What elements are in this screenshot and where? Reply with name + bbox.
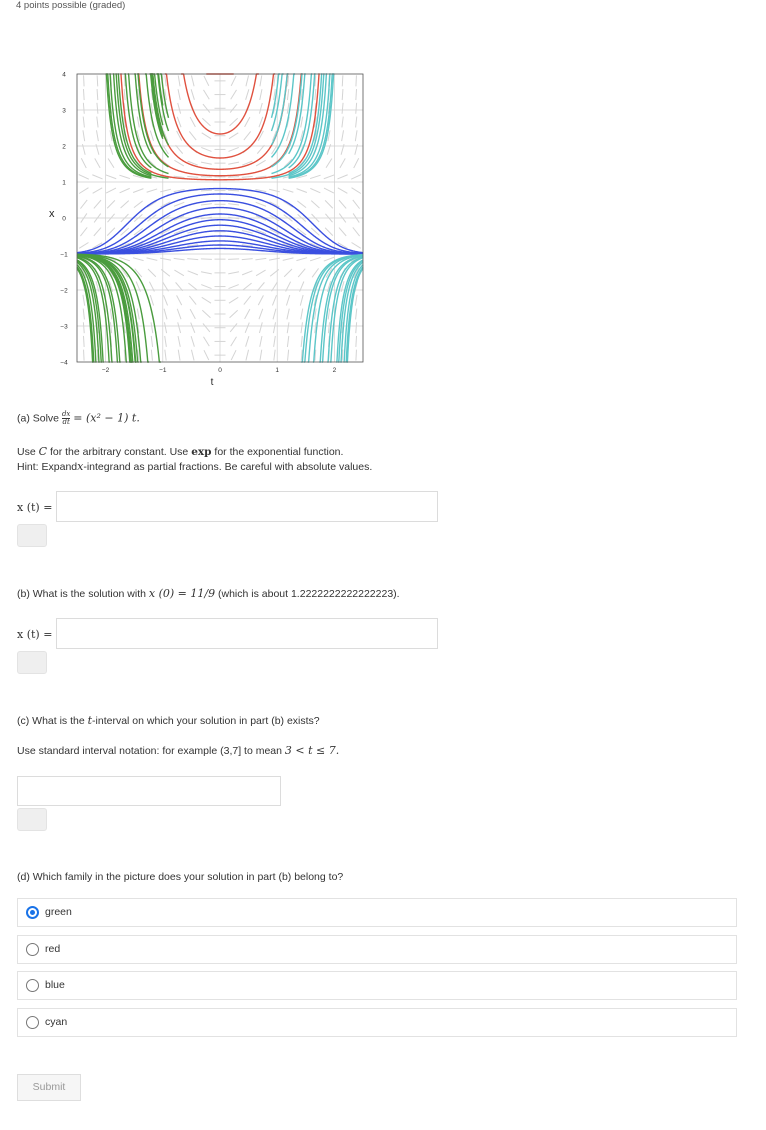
- slope-segment: [201, 285, 211, 289]
- x-axis-label: t: [210, 377, 214, 388]
- slope-segment: [176, 282, 183, 290]
- slope-segment: [164, 322, 166, 333]
- slope-segment: [150, 295, 153, 305]
- slope-segment: [79, 243, 88, 249]
- part-b-question: (b) What is the solution with x (0) = 11/9 (which is about 1.2222222222222223).: [17, 587, 400, 600]
- slope-segment: [83, 295, 85, 306]
- slope-segment: [203, 323, 210, 332]
- slope-segment: [147, 258, 158, 260]
- slope-segment: [297, 201, 306, 208]
- slope-segment: [228, 177, 239, 178]
- part-c-instructions: Use standard interval notation: for example (3,7] to mean 3 < t ≤ 7.: [17, 744, 340, 757]
- slope-segment: [244, 131, 251, 140]
- slope-segment: [311, 201, 319, 208]
- slope-segment: [228, 259, 239, 260]
- slope-segment: [177, 295, 182, 305]
- slope-segment: [187, 176, 198, 177]
- slope-segment: [288, 350, 289, 361]
- slope-segment: [178, 336, 180, 347]
- slope-segment: [84, 350, 85, 361]
- slope-segment: [160, 258, 171, 260]
- option-red-label: red: [45, 943, 61, 955]
- slope-segment: [324, 188, 334, 193]
- slope-segment: [191, 350, 194, 361]
- slope-segment: [174, 270, 183, 276]
- option-green[interactable]: [17, 898, 737, 927]
- slope-segment: [274, 336, 276, 347]
- slope-segment: [260, 336, 262, 347]
- slope-segment: [296, 258, 307, 261]
- slope-segment: [353, 200, 360, 209]
- slope-segment: [191, 323, 195, 333]
- slope-segment: [342, 350, 343, 361]
- y-tick-label: 4: [62, 71, 66, 79]
- slope-segment: [188, 271, 198, 275]
- slope-segment: [164, 295, 168, 305]
- slope-segment: [257, 282, 264, 290]
- slope-segment: [81, 158, 86, 168]
- slope-segment: [96, 130, 98, 141]
- slope-segment: [274, 350, 275, 361]
- part-a-check-button[interactable]: [17, 524, 47, 547]
- slope-segment: [83, 130, 85, 141]
- x-tick-label: 0: [218, 367, 222, 374]
- slope-segment: [201, 147, 211, 151]
- slope-segment: [324, 175, 334, 179]
- slope-segment: [177, 309, 181, 319]
- slope-segment: [80, 200, 87, 209]
- slope-segment: [246, 76, 249, 87]
- part-c-check-button[interactable]: [17, 808, 47, 831]
- slope-segment: [338, 188, 348, 193]
- slope-segment: [108, 158, 114, 167]
- slope-segment: [356, 336, 357, 347]
- slope-segment: [229, 147, 239, 151]
- slope-segment: [147, 189, 157, 192]
- part-a-answer-input[interactable]: [56, 491, 438, 522]
- slope-segment: [133, 258, 144, 261]
- slope-segment: [231, 337, 237, 346]
- part-b-answer-label: x (t) =: [17, 628, 53, 641]
- slope-segment: [310, 175, 320, 178]
- part-b-check-button[interactable]: [17, 651, 47, 674]
- slope-segment: [120, 188, 130, 192]
- x-tick-labels: [102, 367, 337, 374]
- slope-segment: [94, 200, 101, 208]
- slope-segment: [355, 295, 357, 306]
- slope-segment: [245, 323, 249, 333]
- slope-segment: [203, 337, 209, 346]
- y-axis-label: x: [49, 208, 55, 220]
- slope-segment: [106, 175, 116, 179]
- y-tick-label: 3: [62, 107, 66, 115]
- radio-green[interactable]: [26, 906, 39, 919]
- slope-segment: [245, 309, 250, 319]
- slope-segment: [83, 89, 84, 100]
- slope-segment: [94, 228, 101, 236]
- slope-segment: [242, 176, 253, 177]
- slope-segment: [258, 295, 263, 305]
- slope-segment: [228, 190, 239, 191]
- slope-segment: [165, 336, 167, 347]
- part-c-question: (c) What is the t-interval on which your solution in part (b) exists?: [17, 714, 320, 727]
- part-a-question: (a) Solve $\frac{dx}{dt}$ = (x² − 1) t.: [17, 410, 140, 426]
- slope-segment: [176, 145, 183, 153]
- part-a-instructions-line2: Hint: Expandx-integrand as partial fractions. Be careful with absolute values.: [17, 460, 373, 473]
- slope-segment: [83, 322, 84, 333]
- slope-segment: [84, 75, 85, 86]
- slope-segment: [79, 188, 88, 194]
- slope-segment: [274, 75, 275, 86]
- slope-segment: [202, 297, 211, 303]
- slope-segment: [259, 103, 262, 114]
- slope-segment: [339, 200, 346, 208]
- slope-segment: [287, 322, 289, 333]
- slope-segment: [337, 175, 347, 179]
- slope-segment: [124, 89, 125, 100]
- slope-segment: [352, 188, 361, 194]
- slope-segment: [257, 145, 264, 153]
- slope-segment: [339, 228, 346, 236]
- slope-segment: [178, 89, 180, 100]
- derivative-fraction: $\frac{dx}{dt}$: [61, 410, 71, 426]
- slope-segment: [191, 76, 194, 87]
- option-cyan[interactable]: [17, 1008, 737, 1037]
- slope-segment: [189, 296, 196, 305]
- slope-segment: [325, 200, 333, 208]
- slope-segment: [83, 117, 84, 128]
- slope-segment: [177, 117, 181, 127]
- slope-segment: [242, 271, 252, 275]
- y-tick-label: −4: [60, 359, 68, 367]
- slope-segment: [133, 189, 143, 193]
- slope-segment: [160, 189, 171, 192]
- slope-segment: [83, 309, 84, 320]
- slope-segment: [269, 258, 280, 260]
- slope-segment: [246, 89, 249, 100]
- radio-red[interactable]: [26, 943, 39, 956]
- slope-segment: [164, 309, 167, 320]
- slope-segment: [312, 268, 318, 277]
- slope-segment: [201, 190, 212, 191]
- slope-segment: [301, 336, 302, 347]
- slope-segment: [355, 130, 357, 141]
- slope-segment: [229, 297, 238, 303]
- slope-segment: [301, 309, 303, 320]
- slope-segment: [137, 117, 139, 128]
- y-tick-label: −3: [60, 323, 68, 331]
- slope-segment: [230, 118, 238, 125]
- slope-segment: [201, 259, 212, 260]
- x-tick-label: 2: [332, 367, 337, 374]
- slope-segment: [95, 158, 100, 168]
- slope-segment: [191, 89, 194, 100]
- slope-segment: [286, 130, 289, 140]
- slope-segment: [340, 158, 345, 168]
- slope-segment: [201, 272, 212, 274]
- slope-segment: [354, 158, 359, 168]
- slope-segment: [134, 201, 143, 208]
- slope-segment: [230, 310, 238, 317]
- slope-segment: [190, 309, 195, 319]
- slope-segment: [287, 89, 288, 100]
- slope-segment: [284, 269, 292, 277]
- part-b-answer-input[interactable]: [56, 618, 438, 649]
- y-tick-label: 2: [62, 143, 66, 151]
- part-c-answer-input[interactable]: [17, 776, 281, 806]
- slope-segment: [187, 259, 198, 260]
- slope-segment: [301, 322, 302, 333]
- slope-segment: [342, 117, 343, 128]
- slope-segment: [315, 89, 316, 100]
- slope-segment: [178, 350, 180, 361]
- slope-segment: [202, 118, 210, 125]
- slope-segment: [342, 103, 343, 114]
- slope-segment: [310, 257, 320, 260]
- slope-segment: [97, 350, 98, 361]
- slope-segment: [119, 257, 129, 260]
- points-possible-label: 4 points possible (graded): [16, 0, 126, 11]
- slope-segment: [165, 75, 166, 86]
- y-tick-label: −1: [60, 251, 68, 259]
- slope-segment: [97, 75, 98, 86]
- slope-segment: [243, 283, 252, 290]
- radio-blue[interactable]: [26, 979, 39, 992]
- slope-segment: [121, 201, 129, 208]
- slope-segment: [342, 130, 344, 141]
- slope-segment: [97, 117, 98, 128]
- slope-segment: [297, 189, 307, 193]
- slope-segment: [326, 158, 332, 167]
- slope-segment: [301, 117, 303, 128]
- slope-segment: [201, 177, 212, 178]
- part-d-question: (d) Which family in the picture does your solution in part (b) belong to?: [17, 871, 344, 883]
- slope-segment: [325, 228, 333, 236]
- slope-segment: [269, 189, 280, 192]
- slope-segment: [107, 228, 115, 236]
- slope-segment: [328, 309, 329, 320]
- slope-segment: [256, 202, 266, 206]
- slope-segment: [110, 322, 111, 333]
- slope-segment: [151, 350, 152, 361]
- slope-segment: [110, 309, 111, 320]
- slope-segment: [106, 188, 116, 193]
- slope-segment: [342, 75, 343, 86]
- slope-segment: [259, 309, 263, 319]
- slope-segment: [191, 336, 194, 347]
- slope-segment: [259, 117, 263, 127]
- slope-segment: [204, 350, 209, 360]
- slope-segment: [283, 189, 293, 192]
- slope-segment: [356, 75, 357, 86]
- slope-segment: [201, 162, 212, 164]
- slope-segment: [356, 117, 357, 128]
- slope-segment: [201, 204, 212, 205]
- slope-segment: [178, 103, 181, 114]
- radio-cyan[interactable]: [26, 1016, 39, 1029]
- slope-segment: [324, 257, 334, 261]
- slope-segment: [356, 322, 357, 333]
- y-tick-label: −2: [60, 287, 68, 295]
- slope-segment: [92, 175, 102, 179]
- slope-segment: [230, 323, 237, 332]
- slope-segment: [174, 258, 185, 259]
- slope-segment: [244, 296, 251, 305]
- slope-segment: [189, 131, 196, 140]
- slope-segment: [273, 309, 276, 320]
- y-tick-labels: [60, 72, 68, 367]
- slope-segment: [202, 133, 211, 139]
- option-green-label: green: [45, 906, 72, 918]
- y-tick-label: 1: [62, 179, 66, 187]
- slope-segment: [202, 310, 210, 317]
- slope-segment: [231, 350, 236, 360]
- slope-segment: [245, 117, 250, 127]
- slope-segment: [174, 202, 184, 206]
- option-red[interactable]: [17, 935, 737, 964]
- slope-segment: [97, 103, 98, 114]
- option-blue-label: blue: [45, 979, 65, 991]
- x-tick-label: 1: [275, 367, 280, 374]
- slope-segment: [260, 89, 262, 100]
- slope-segment: [298, 269, 305, 277]
- slope-segment: [272, 295, 276, 305]
- slope-segment: [287, 336, 288, 347]
- submit-button[interactable]: Submit: [17, 1074, 81, 1101]
- slope-segment: [204, 76, 209, 86]
- slope-segment: [93, 188, 103, 193]
- slope-segment: [229, 285, 239, 289]
- slope-segment: [228, 204, 239, 205]
- slope-segment: [178, 75, 180, 86]
- part-a-instructions-line1: Use C for the arbitrary constant. Use exp for the exponential function.: [17, 445, 344, 458]
- slope-segment: [119, 175, 129, 178]
- slope-segment: [137, 309, 139, 320]
- slope-segment: [97, 89, 98, 100]
- slope-segment: [255, 258, 266, 259]
- slope-segment: [273, 322, 275, 333]
- slope-segment: [310, 188, 320, 192]
- slope-segment: [356, 89, 357, 100]
- slope-segment: [328, 322, 329, 333]
- slope-segment: [188, 283, 197, 290]
- slope-segment: [83, 103, 84, 114]
- slope-segment: [231, 76, 236, 86]
- x-tick-label: −1: [159, 367, 167, 374]
- slope-segment: [356, 103, 357, 114]
- option-cyan-label: cyan: [45, 1016, 68, 1028]
- slope-segment: [79, 175, 89, 180]
- x-tick-label: −2: [101, 367, 110, 374]
- slope-segment: [283, 258, 294, 260]
- slope-segment: [246, 336, 249, 347]
- slope-segment: [178, 322, 181, 333]
- slope-segment: [151, 336, 152, 347]
- option-blue[interactable]: [17, 971, 737, 1000]
- slope-segment: [203, 90, 209, 99]
- slope-segment: [342, 89, 343, 100]
- slope-segment: [228, 162, 239, 164]
- slope-segment: [229, 133, 238, 139]
- slope-segment: [80, 227, 87, 236]
- slope-segment: [356, 350, 357, 361]
- slope-segment: [203, 104, 210, 113]
- slope-segment: [352, 243, 361, 249]
- slope-segment: [260, 75, 262, 86]
- slope-segment: [356, 309, 357, 320]
- slope-segment: [246, 350, 249, 361]
- slope-segment: [190, 117, 195, 127]
- slope-segment: [256, 270, 265, 276]
- slope-segment: [228, 272, 239, 274]
- direction-field-plot: [45, 68, 370, 393]
- slope-segment: [151, 322, 153, 333]
- y-tick-label: 0: [62, 215, 66, 223]
- slope-segment: [231, 90, 237, 99]
- slope-segment: [353, 227, 360, 236]
- slope-segment: [260, 350, 262, 361]
- slope-segment: [83, 336, 84, 347]
- slope-segment: [286, 295, 289, 305]
- slope-segment: [230, 104, 237, 113]
- slope-segment: [107, 200, 115, 208]
- slope-segment: [351, 175, 361, 180]
- slope-segment: [287, 309, 289, 320]
- part-a-answer-label: x (t) =: [17, 501, 53, 514]
- slope-segment: [242, 259, 253, 260]
- slope-segment: [259, 322, 262, 333]
- slope-segment: [148, 269, 156, 277]
- slope-segment: [150, 130, 153, 140]
- slope-segment: [300, 295, 303, 306]
- slope-segment: [165, 350, 166, 361]
